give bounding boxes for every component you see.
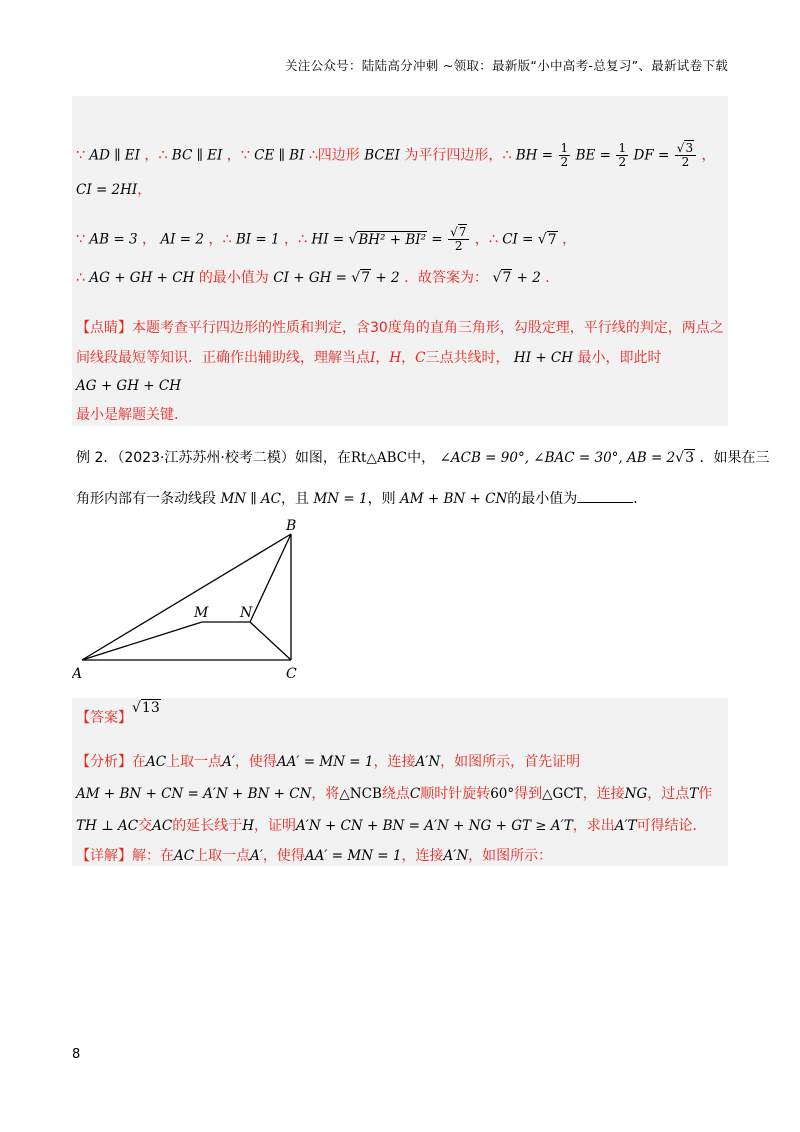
detail-line: 【详解】解：在AC上取一点A′，使得AA′ = MN = 1，连接A′N，如图所示：	[76, 848, 553, 864]
fraction-root3-over-2: $\frac{√3}{2}$	[675, 142, 696, 169]
comment-line-3: AG + GH + CH	[76, 378, 181, 394]
analysis-line-2: AM + BN + CN = A′N + BN + CN，将△NCB绕点C顺时针旋转60°得到△GCT，连接NG，过点T作	[76, 786, 713, 802]
segment-cn	[250, 622, 291, 660]
page-number: 8	[72, 1047, 81, 1062]
page-header: 关注公众号：陆陆高分冲刺 ~领取：最新版“小中高考-总复习”、最新试卷下载	[284, 58, 728, 73]
proof-line-2: CI = 2HI，	[76, 182, 152, 198]
answer-block	[72, 698, 728, 866]
comment-line-1: 【点睛】本题考查平行四边形的性质和判定，含30度角的直角三角形，勾股定理，平行线的判定，两点之	[76, 320, 724, 336]
side-ab	[82, 534, 291, 660]
example-line-2: 角形内部有一条动线段 MN ∥ AC，且 MN = 1，则 AM + BN + CN的最小值为 ．	[76, 488, 647, 509]
comment-line-4: 最小是解题关键．	[76, 407, 188, 423]
comment-line-2: 间线段最短等知识．正确作出辅助线，理解当点I，H，C三点共线时， HI + CH 最小，即此时	[76, 350, 662, 366]
analysis-line-1: 【分析】在AC上取一点A′，使得AA′ = MN = 1，连接A′N，如图所示，首先证明	[76, 754, 581, 770]
answer-blank	[577, 488, 633, 503]
fraction-root7-over-2: $\frac{√7}{2}$	[448, 226, 469, 253]
analysis-line-3: TH ⊥ AC交AC的延长线于H，证明A′N + CN + BN = A′N + NG + GT ≥ A′T，求出A′T可得结论．	[76, 818, 707, 834]
answer-line: 【答案】√13	[76, 700, 160, 726]
point-label-n: N	[240, 605, 253, 621]
vertex-label-c: C	[286, 666, 297, 682]
fraction-half: $\frac{1}{2}$	[560, 141, 569, 169]
triangle-figure	[72, 516, 312, 686]
example-line-1: 例 2．（2023·江苏苏州·校考二模）如图，在Rt△ABC中， ∠ACB = 90°, ∠BAC = 30°, AB = 2√3 ．如果在三	[76, 450, 770, 466]
vertex-label-a: A	[72, 666, 83, 682]
square-root: √BH² + BI²	[348, 231, 427, 248]
proof-line-4: ∴ AG + GH + CH 的最小值为 CI + GH = √7 + 2 ．故答案为： √7 + 2 ．	[76, 270, 560, 286]
proof-line-3: ∵ AB = 3 ， AI = 2 ，∴ BI = 1 ，∴ HI = √BH² + BI² = $\frac{√7}{2}$ ，∴ CI = √7 ，	[76, 225, 577, 253]
segment-am	[82, 622, 202, 660]
point-label-m: M	[194, 605, 209, 621]
segment-bn	[250, 534, 291, 622]
fraction-half: $\frac{1}{2}$	[618, 141, 627, 169]
proof-line-1: ∵ AD ∥ EI ，∴ BC ∥ EI ，∵ CE ∥ BI ∴四边形 BCEI 为平行四边形，∴ BH = $\frac{1}{2}$ BE = $\frac{1}{2}$ DF = $\frac{√3}{2}$ ，	[76, 141, 716, 169]
vertex-label-b: B	[286, 518, 297, 534]
